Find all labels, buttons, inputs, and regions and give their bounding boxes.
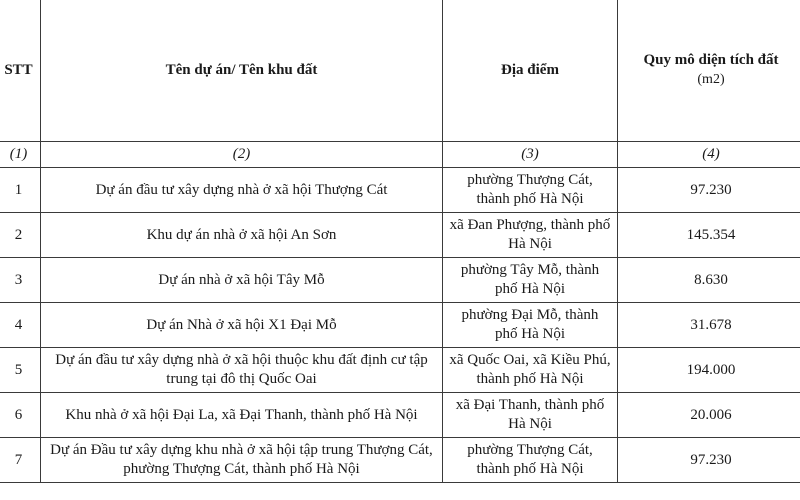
- row-project-name: Dự án đầu tư xây dựng nhà ở xã hội Thượng Cát: [41, 168, 443, 213]
- header-area-label: Quy mô diện tích đất: [643, 52, 779, 68]
- column-number: (3): [443, 142, 618, 168]
- row-stt: 6: [0, 393, 41, 438]
- row-stt: 2: [0, 213, 41, 258]
- header-location: Địa điểm: [443, 0, 618, 142]
- row-project-name: Dự án đầu tư xây dựng nhà ở xã hội thuộc khu đất định cư tập trung tại đô thị Quốc Oai: [41, 348, 443, 393]
- row-location: xã Quốc Oai, xã Kiều Phú, thành phố Hà Nội: [443, 348, 618, 393]
- row-project-name: Dự án nhà ở xã hội Tây Mỗ: [41, 258, 443, 303]
- header-stt: STT: [0, 0, 41, 142]
- row-project-name: Khu dự án nhà ở xã hội An Sơn: [41, 213, 443, 258]
- table-row: [0, 213, 800, 258]
- row-location: xã Đan Phượng, thành phố Hà Nội: [443, 213, 618, 258]
- column-number: (1): [0, 142, 41, 168]
- table-row: [0, 438, 800, 483]
- row-stt: 3: [0, 258, 41, 303]
- row-area: 20.006: [618, 393, 800, 438]
- row-location: phường Tây Mỗ, thành phố Hà Nội: [443, 258, 618, 303]
- row-location: xã Đại Thanh, thành phố Hà Nội: [443, 393, 618, 438]
- row-area: 8.630: [618, 258, 800, 303]
- column-number-row: [0, 142, 800, 168]
- table-row: [0, 303, 800, 348]
- row-stt: 5: [0, 348, 41, 393]
- row-location: phường Thượng Cát, thành phố Hà Nội: [443, 438, 618, 483]
- header-area-unit: (m2): [697, 72, 725, 87]
- row-location: phường Đại Mỗ, thành phố Hà Nội: [443, 303, 618, 348]
- column-number: (2): [41, 142, 443, 168]
- row-stt: 1: [0, 168, 41, 213]
- table-row: [0, 258, 800, 303]
- header-row: [0, 0, 800, 142]
- header-area: [618, 0, 800, 142]
- row-area: 145.354: [618, 213, 800, 258]
- row-stt: 4: [0, 303, 41, 348]
- row-area: 31.678: [618, 303, 800, 348]
- table-row: [0, 348, 800, 393]
- table-row: [0, 393, 800, 438]
- row-area: 194.000: [618, 348, 800, 393]
- column-number: (4): [618, 142, 800, 168]
- row-stt: 7: [0, 438, 41, 483]
- table-row: [0, 168, 800, 213]
- row-project-name: Khu nhà ở xã hội Đại La, xã Đại Thanh, thành phố Hà Nội: [41, 393, 443, 438]
- header-project-name: Tên dự án/ Tên khu đất: [41, 0, 443, 142]
- row-project-name: Dự án Đầu tư xây dựng khu nhà ở xã hội tập trung Thượng Cát, phường Thượng Cát, thành phố Hà Nội: [41, 438, 443, 483]
- row-location: phường Thượng Cát, thành phố Hà Nội: [443, 168, 618, 213]
- row-area: 97.230: [618, 438, 800, 483]
- row-area: 97.230: [618, 168, 800, 213]
- row-project-name: Dự án Nhà ở xã hội X1 Đại Mỗ: [41, 303, 443, 348]
